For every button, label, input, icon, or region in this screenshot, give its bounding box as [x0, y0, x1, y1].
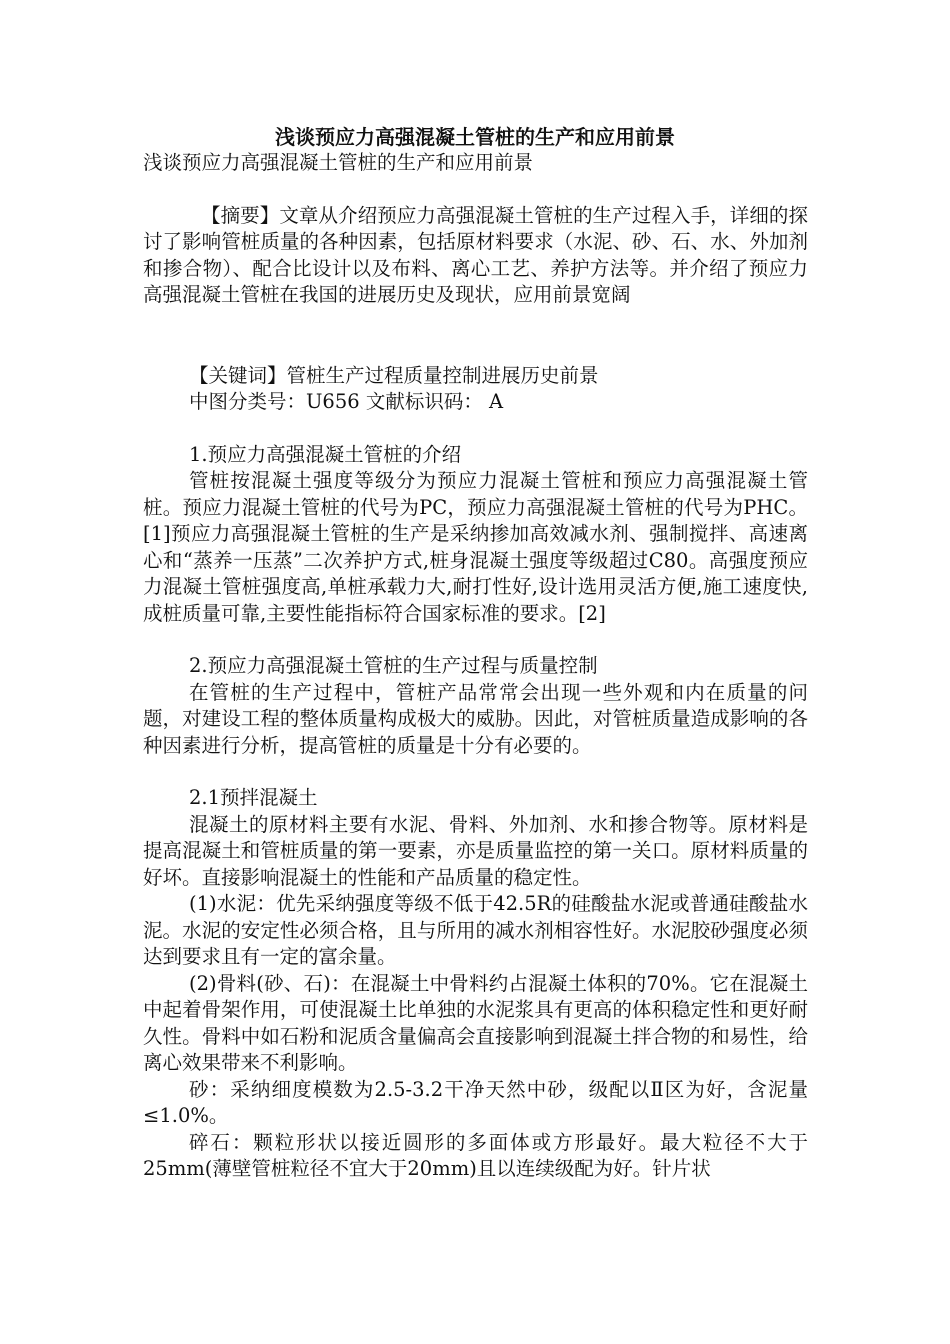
keywords-line: 【关键词】管桩生产过程质量控制进展历史前景: [189, 363, 599, 387]
document-body: [143, 150, 808, 1183]
abstract-paragraph: 【摘要】文章从介绍预应力高强混凝土管桩的生产过程入手，详细的探讨了影响管桩质量的各种因素，包括原材料要求（水泥、砂、石、水、外加剂和掺合物）、配合比设计以及布料、离心工艺、养护方法等。并介绍了预应力高强混凝土管桩在我国的进展历史及现状，应用前景宽阔: [143, 203, 808, 306]
cement-paragraph: (1)水泥：优先采纳强度等级不低于42.5R的硅酸盐水泥或普通硅酸盐水泥。水泥的安定性必须合格，且与所用的减水剂相容性好。水泥胶砂强度必须达到要求且有一定的富余量。: [143, 892, 808, 968]
aggregate-paragraph: (2)骨料(砂、石)：在混凝土中骨料约占混凝土体积的70%。它在混凝土中起着骨架作用，可使混凝土比单独的水泥浆具有更高的体积稳定性和更好耐久性。骨料中如石粉和泥质含量偏高会直接影响到混凝土拌合物的和易性，给离心效果带来不利影响。: [143, 971, 808, 1074]
section-2-1-paragraph: 混凝土的原材料主要有水泥、骨料、外加剂、水和掺合物等。原材料是提高混凝土和管桩质量的第一要素，亦是质量监控的第一关口。原材料质量的好坏。直接影响混凝土的性能和产品质量的稳定性。: [143, 812, 808, 889]
classification-line: 中图分类号：U656 文献标识码： A: [189, 390, 504, 413]
section-2-paragraph: 在管桩的生产过程中，管桩产品常常会出现一些外观和内在质量的问题，对建设工程的整体质量构成极大的威胁。因此，对管桩质量造成影响的各种因素进行分析，提高管桩的质量是十分有必要的。: [143, 680, 808, 757]
document-title: 浅谈预应力高强混凝土管桩的生产和应用前景: [275, 125, 675, 149]
section-1-heading: 1.预应力高强混凝土管桩的介绍: [189, 442, 462, 466]
sand-paragraph: 砂：采纳细度模数为2.5-3.2干净天然中砂，级配以Ⅱ区为好，含泥量≤1.0%。: [143, 1077, 808, 1127]
section-1-paragraph: 管桩按混凝土强度等级分为预应力混凝土管桩和预应力高强混凝土管桩。预应力混凝土管桩的代号为PC，预应力高强混凝土管桩的代号为PHC。[1]预应力高强混凝土管桩的生产是采纳掺加高效减水剂、强制搅拌、高速离心和“蒸养一压蒸”二次养护方式,桩身混凝土强度等级超过C80。高强度预应力混凝土管桩强度高,单桩承载力大,耐打性好,设计选用灵活方便,施工速度快,成桩质量可靠,主要性能指标符合国家标准的要求。[2]: [143, 469, 808, 625]
gravel-paragraph: 碎石：颗粒形状以接近圆形的多面体或方形最好。最大粒径不大于25mm(薄壁管桩粒径不宜大于20mm)且以连续级配为好。针片状: [143, 1130, 808, 1180]
document-subtitle: 浅谈预应力高强混凝土管桩的生产和应用前景: [143, 151, 534, 174]
section-2-heading: 2.预应力高强混凝土管桩的生产过程与质量控制: [189, 654, 598, 677]
section-2-1-heading: 2.1预拌混凝土: [189, 786, 318, 809]
